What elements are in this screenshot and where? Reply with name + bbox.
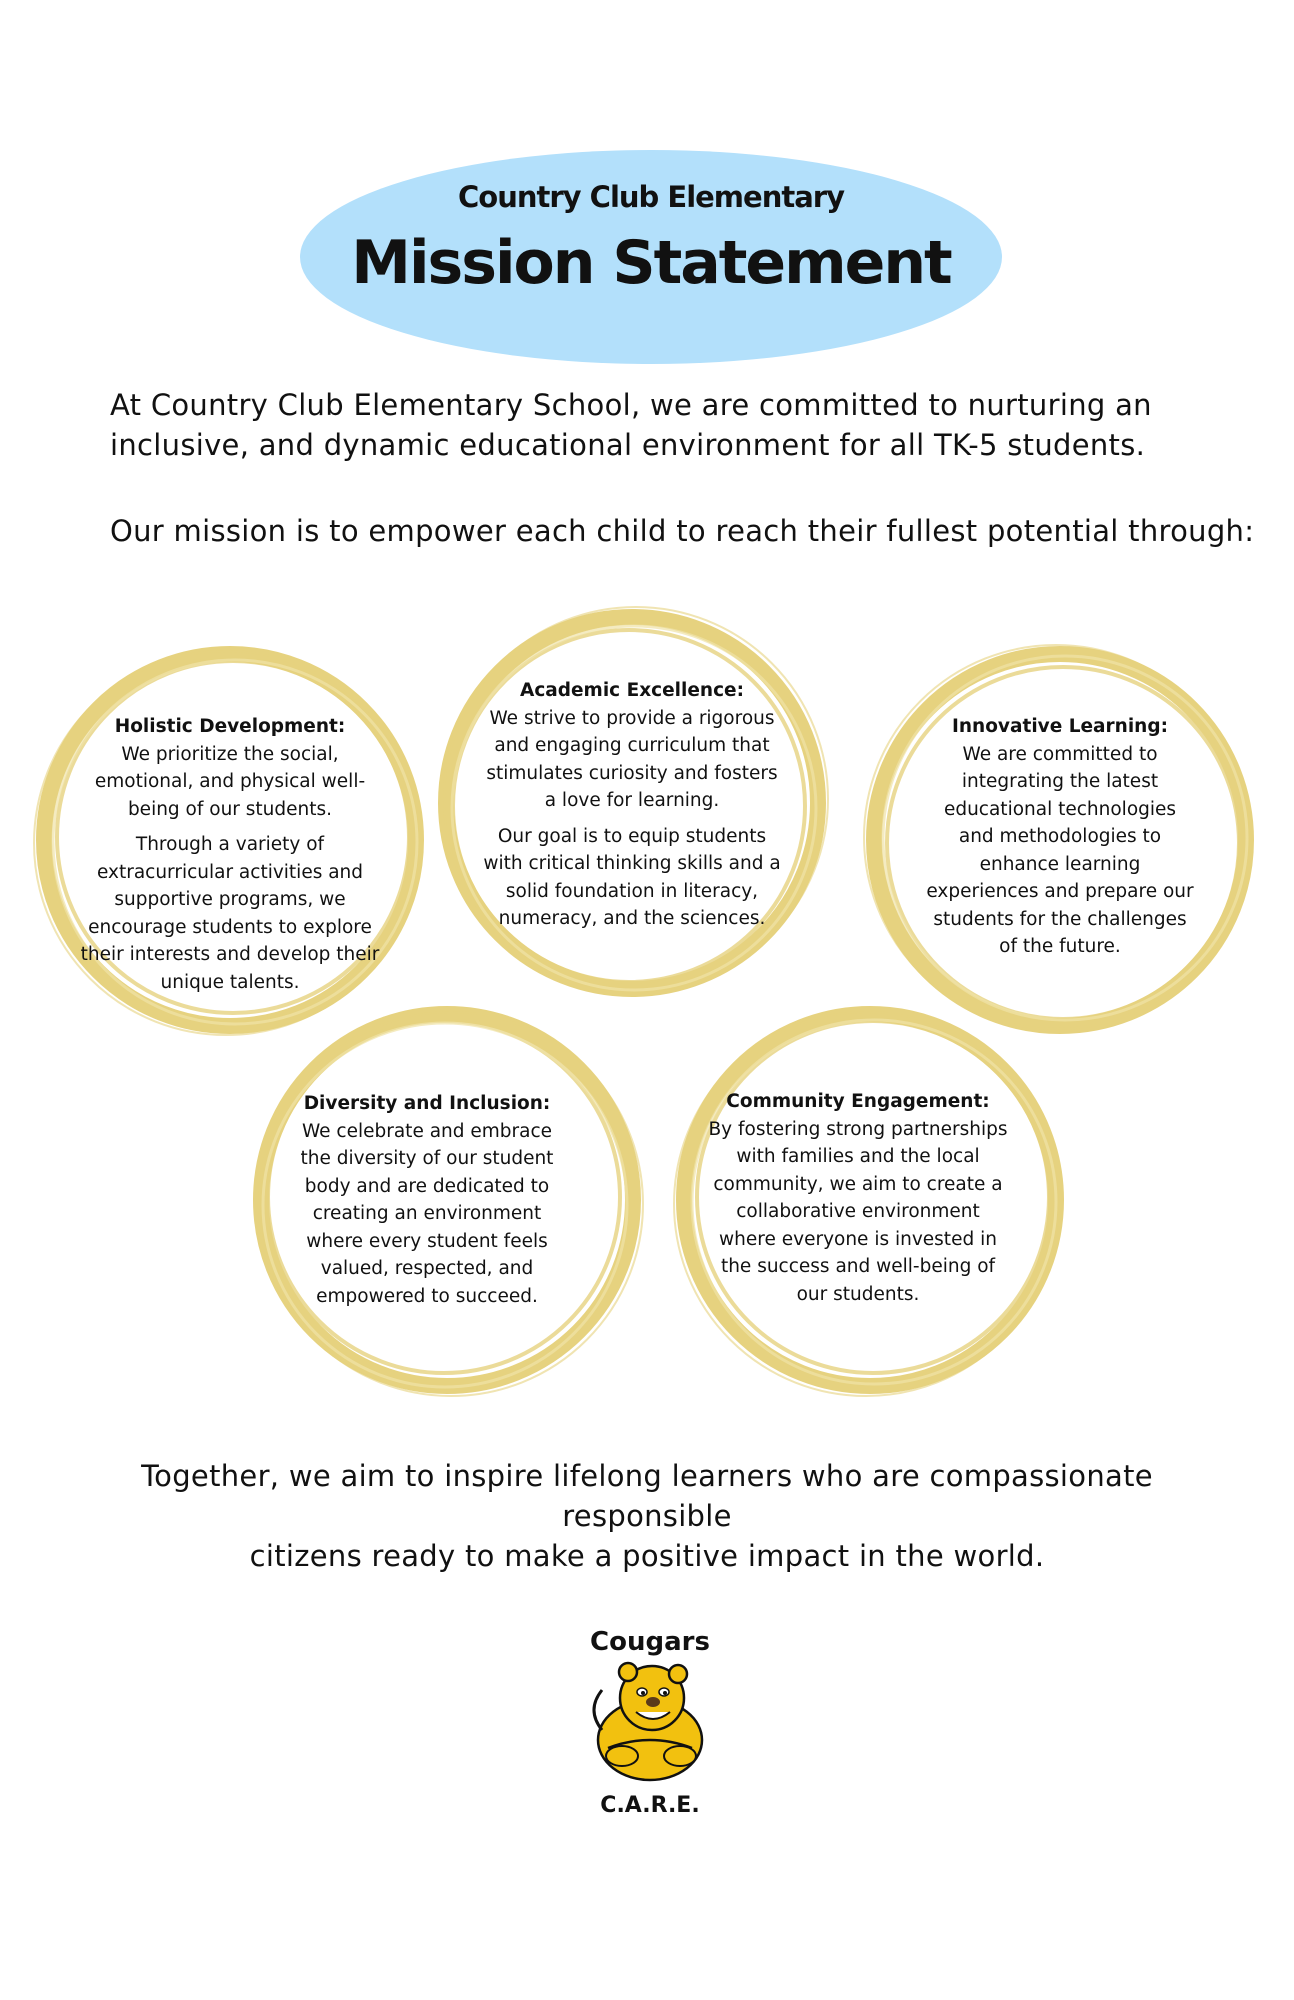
pillar-text: By fostering strong partnerships with families and the local community, we aim to create a collaborative environment where everyone is invested in the success and well-being of our students. xyxy=(708,1118,1008,1305)
pillar-heading: Innovative Learning: xyxy=(952,716,1168,737)
school-name: Country Club Elementary xyxy=(458,180,844,214)
pillar-text: We prioritize the social, emotional, and physical well-being of our students. xyxy=(94,743,366,820)
pillar-academic xyxy=(482,677,782,933)
pillar-diversity xyxy=(292,1090,562,1310)
logo-bottom-text: C.A.R.E. xyxy=(600,1793,700,1818)
intro-line-1: At Country Club Elementary School, we are committed to nurturing an xyxy=(110,388,1152,422)
pillar-heading: Community Engagement: xyxy=(726,1091,990,1112)
pillar-text-2: Through a variety of extracurricular activities and supportive programs, we encourage students to explore their interests and develop their unique talents. xyxy=(80,834,380,993)
pillar-innovative xyxy=(925,713,1195,961)
cougars-care-logo xyxy=(580,1620,720,1820)
cougar-mascot-icon xyxy=(580,1620,720,1820)
intro-paragraph xyxy=(110,385,1230,465)
pillar-holistic xyxy=(80,713,380,996)
closing-line-1: Together, we aim to inspire lifelong learners who are compassionate responsible xyxy=(141,1459,1153,1533)
closing-statement xyxy=(60,1456,1234,1576)
mission-lead: Our mission is to empower each child to reach their fullest potential through: xyxy=(110,514,1255,548)
page-title: Mission Statement xyxy=(351,228,951,298)
pillar-text: We are committed to integrating the latest educational technologies and methodologies to enhance learning experiences and prepare our students for the challenges of the future. xyxy=(926,743,1194,957)
logo-top-text: Cougars xyxy=(590,1627,710,1657)
pillar-community xyxy=(708,1088,1008,1308)
pillar-text-2: Our goal is to equip students with critical thinking skills and a solid foundation in literacy, numeracy, and the sciences. xyxy=(483,825,781,929)
pillar-heading: Diversity and Inclusion: xyxy=(303,1093,551,1114)
pillar-heading: Holistic Development: xyxy=(114,716,346,737)
pillar-text: We celebrate and embrace the diversity of our student body and are dedicated to creating an environment where every student feels valued, respected, and empowered to succeed. xyxy=(300,1120,554,1307)
pillar-text: We strive to provide a rigorous and engaging curriculum that stimulates curiosity and fosters a love for learning. xyxy=(486,707,778,811)
intro-line-2: inclusive, and dynamic educational environment for all TK-5 students. xyxy=(110,428,1146,462)
pillar-heading: Academic Excellence: xyxy=(520,680,744,701)
closing-line-2: citizens ready to make a positive impact in the world. xyxy=(249,1539,1045,1573)
